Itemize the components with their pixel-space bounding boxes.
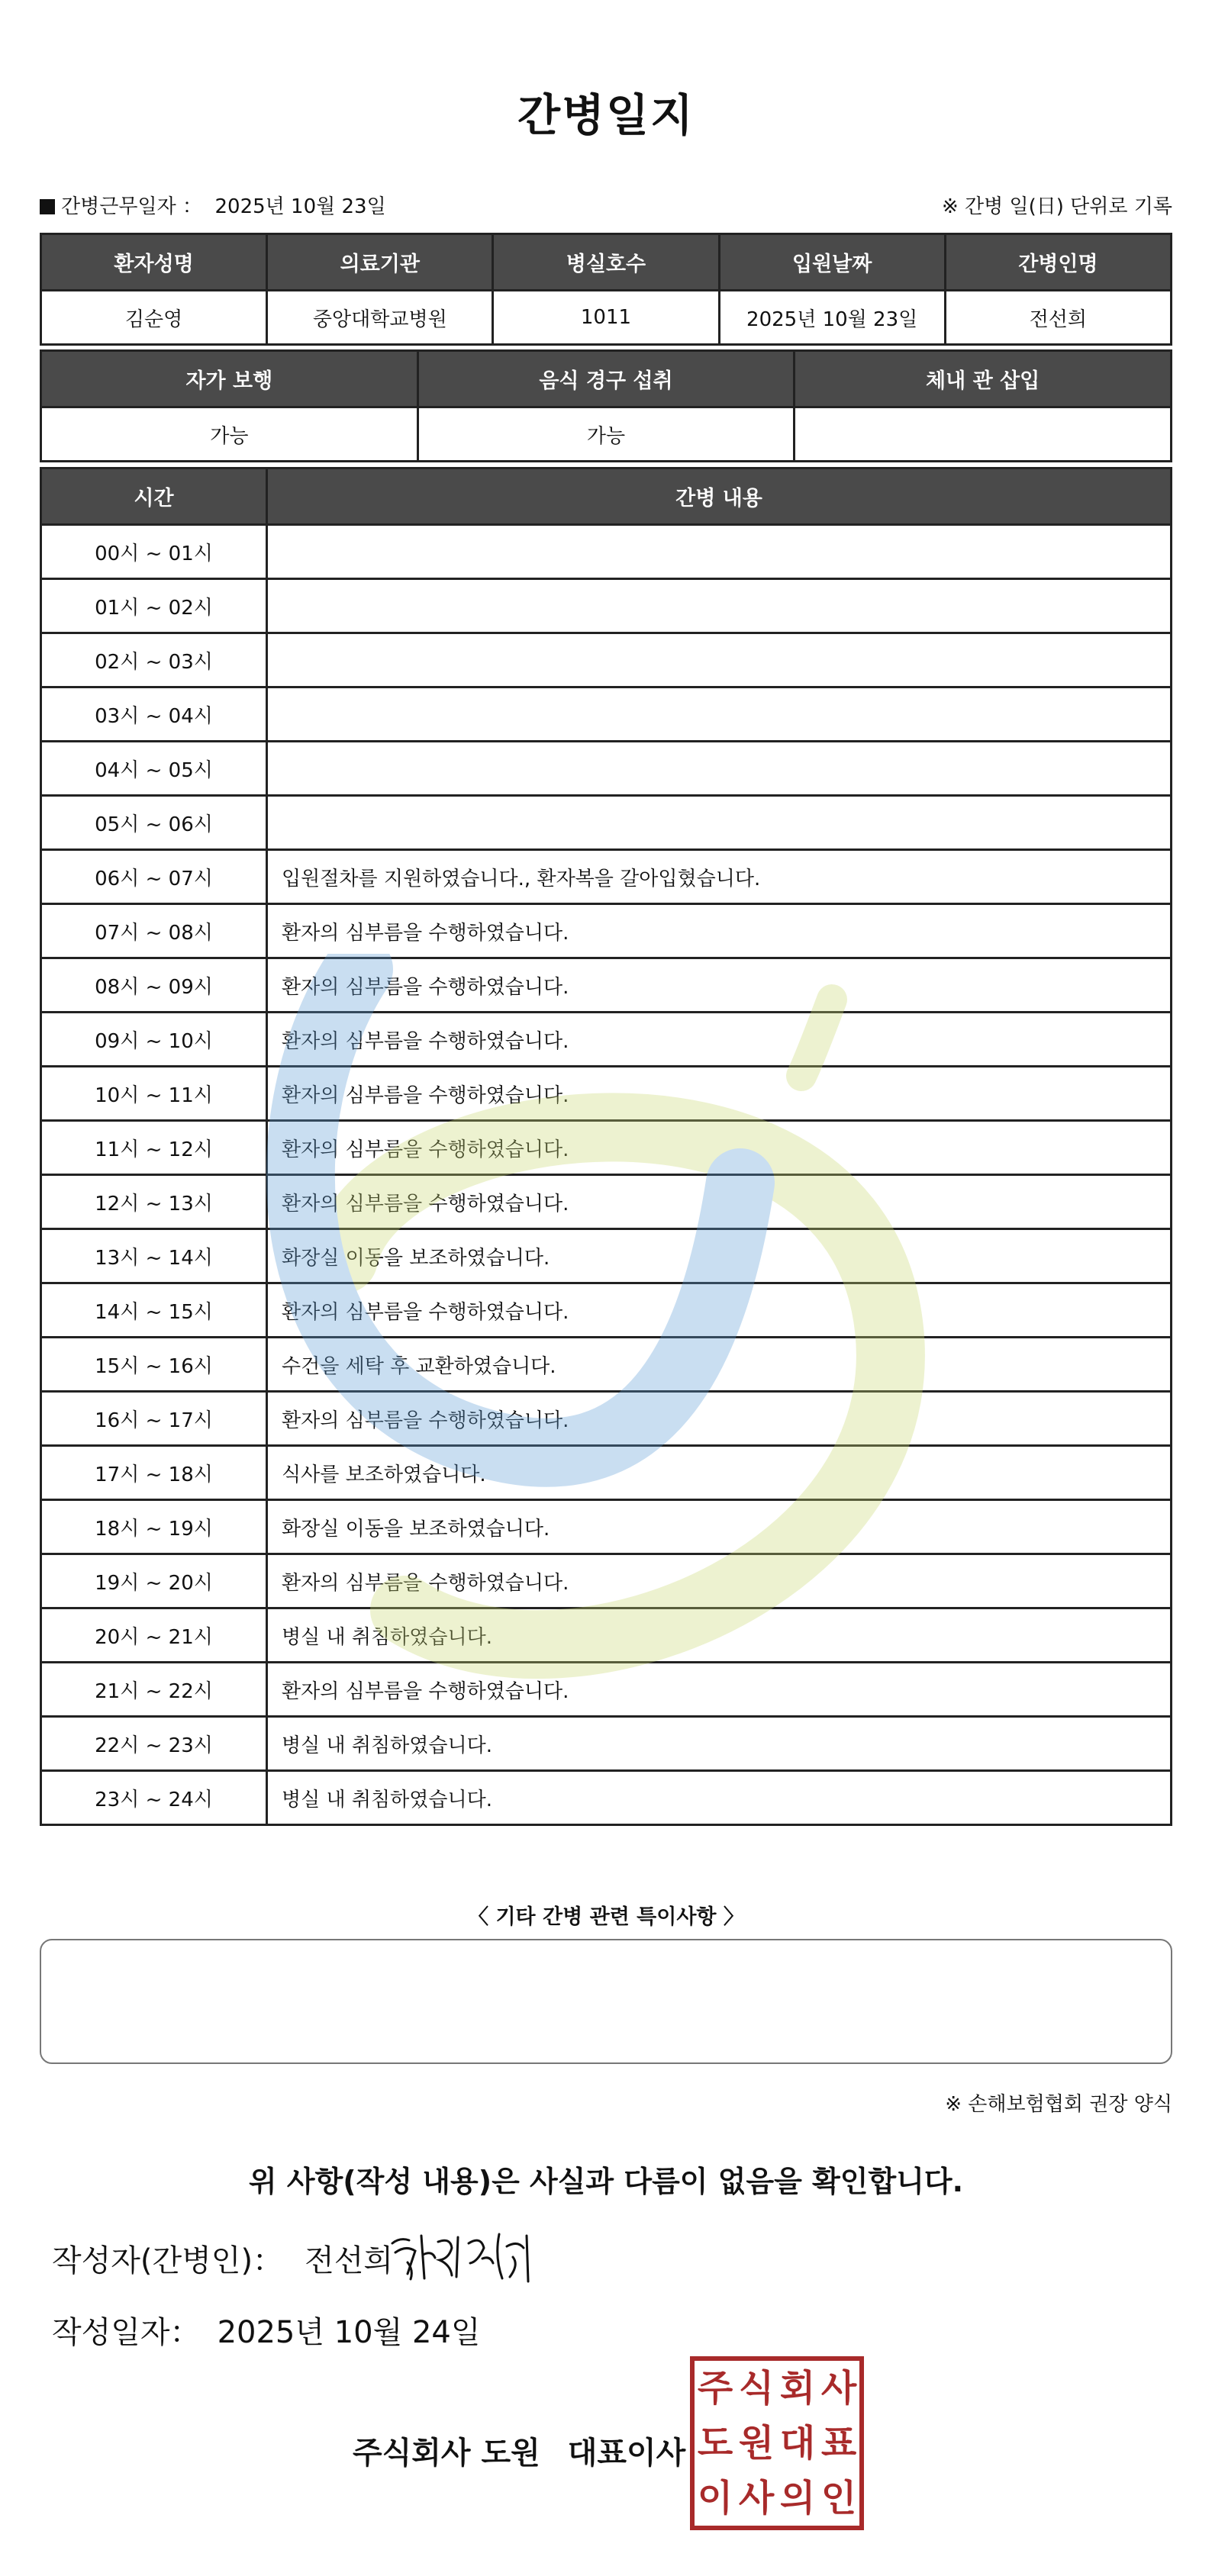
writer-name: 전선희 — [305, 2243, 393, 2278]
time-slot: 19시 ~ 20시 — [41, 1554, 267, 1608]
care-log-row — [41, 1771, 1172, 1825]
care-content: 식사를 보조하였습니다. — [267, 1446, 1172, 1500]
square-bullet-icon — [40, 199, 55, 214]
care-log-row — [41, 1121, 1172, 1175]
care-content: 화장실 이동을 보조하였습니다. — [267, 1229, 1172, 1283]
time-slot: 15시 ~ 16시 — [41, 1338, 267, 1392]
time-slot: 02시 ~ 03시 — [41, 633, 267, 687]
time-slot: 00시 ~ 01시 — [41, 525, 267, 579]
time-slot: 22시 ~ 23시 — [41, 1717, 267, 1771]
header-tube-insertion: 체내 관 삽입 — [795, 351, 1172, 407]
care-log-row — [41, 1663, 1172, 1717]
confirmation-statement: 위 사항(작성 내용)은 사실과 다름이 없음을 확인합니다. — [248, 2165, 964, 2198]
stamp-character: 식 — [738, 2367, 775, 2410]
care-date-label: 간병근무일자 ： — [61, 195, 202, 218]
document-title: 간병일지 — [517, 89, 695, 141]
care-log-row — [41, 1067, 1172, 1121]
time-slot: 12시 ~ 13시 — [41, 1175, 267, 1229]
header-caregiver-name: 간병인명 — [945, 234, 1171, 291]
header-patient-name: 환자성명 — [41, 234, 267, 291]
time-slot: 05시 ~ 06시 — [41, 796, 267, 850]
care-log-row — [41, 1229, 1172, 1283]
time-slot: 08시 ~ 09시 — [41, 958, 267, 1013]
time-slot: 11시 ~ 12시 — [41, 1121, 267, 1175]
care-content: 병실 내 취침하였습니다. — [267, 1717, 1172, 1771]
special-notes-box — [40, 1939, 1172, 2064]
care-content: 환자의 심부름을 수행하였습니다. — [267, 1392, 1172, 1446]
stamp-character: 이 — [697, 2477, 733, 2520]
care-content — [267, 742, 1172, 796]
time-slot: 09시 ~ 10시 — [41, 1013, 267, 1067]
care-content: 환자의 심부름을 수행하였습니다. — [267, 1013, 1172, 1067]
company-signature-line — [353, 2429, 685, 2472]
stamp-character: 도 — [697, 2422, 733, 2465]
time-slot: 07시 ~ 08시 — [41, 904, 267, 958]
header-hospital: 의료기관 — [267, 234, 493, 291]
stamp-character: 대 — [779, 2422, 816, 2465]
care-log-row — [41, 1717, 1172, 1771]
time-slot: 04시 ~ 05시 — [41, 742, 267, 796]
stamp-character: 사 — [820, 2367, 857, 2410]
care-content — [267, 687, 1172, 742]
time-slot: 18시 ~ 19시 — [41, 1500, 267, 1554]
time-slot: 16시 ~ 17시 — [41, 1392, 267, 1446]
care-log-row — [41, 1608, 1172, 1663]
care-content — [267, 796, 1172, 850]
care-log-row — [41, 1446, 1172, 1500]
care-log-rows — [41, 525, 1172, 1825]
care-log-row — [41, 525, 1172, 579]
care-content: 화장실 이동을 보조하였습니다. — [267, 1500, 1172, 1554]
tube-insertion-value — [795, 407, 1172, 462]
care-content: 수건을 세탁 후 교환하였습니다. — [267, 1338, 1172, 1392]
recommended-form-note: ※ 손해보험협회 권장 양식 — [945, 2093, 1172, 2116]
care-content — [267, 525, 1172, 579]
care-content: 환자의 심부름을 수행하였습니다. — [267, 1554, 1172, 1608]
care-log-row — [41, 904, 1172, 958]
written-date-value: 2025년 10월 24일 — [217, 2315, 481, 2350]
room-number: 1011 — [493, 291, 719, 345]
self-walking-value: 가능 — [41, 407, 418, 462]
caregiver-name: 전선희 — [945, 291, 1171, 345]
stamp-character: 회 — [779, 2367, 816, 2410]
care-content: 환자의 심부름을 수행하였습니다. — [267, 1283, 1172, 1338]
time-slot: 01시 ~ 02시 — [41, 579, 267, 633]
stamp-character: 사 — [738, 2477, 775, 2520]
oral-intake-value: 가능 — [417, 407, 795, 462]
care-content: 환자의 심부름을 수행하였습니다. — [267, 1067, 1172, 1121]
care-log-row — [41, 633, 1172, 687]
written-date-label: 작성일자： — [52, 2315, 201, 2350]
representative-title: 대표이사 — [567, 2436, 686, 2471]
stamp-character: 인 — [820, 2477, 857, 2520]
care-content — [267, 579, 1172, 633]
record-unit-note: ※ 간병 일(日) 단위로 기록 — [941, 195, 1172, 218]
writer-label: 작성자(간병인)： — [52, 2243, 284, 2278]
stamp-character: 원 — [738, 2422, 775, 2465]
time-slot: 06시 ~ 07시 — [41, 850, 267, 904]
care-date-value: 2025년 10월 23일 — [214, 195, 386, 218]
header-care-content: 간병 내용 — [267, 469, 1172, 525]
care-log-row — [41, 850, 1172, 904]
patient-info-table — [40, 233, 1172, 346]
care-log-row — [41, 1338, 1172, 1392]
header-self-walking: 자가 보행 — [41, 351, 418, 407]
care-log-row — [41, 1500, 1172, 1554]
stamp-character: 주 — [697, 2367, 733, 2410]
care-content: 환자의 심부름을 수행하였습니다. — [267, 958, 1172, 1013]
care-log-row — [41, 742, 1172, 796]
special-notes-title: 〈 기타 간병 관련 특이사항 〉 — [468, 1905, 744, 1929]
care-content: 환자의 심부름을 수행하였습니다. — [267, 1121, 1172, 1175]
hourly-care-log-table — [40, 467, 1172, 1826]
company-seal-stamp — [690, 2356, 864, 2530]
stamp-character: 의 — [779, 2477, 816, 2520]
care-content: 환자의 심부름을 수행하였습니다. — [267, 1175, 1172, 1229]
care-log-row — [41, 1392, 1172, 1446]
care-log-row — [41, 1175, 1172, 1229]
care-log-row — [41, 1554, 1172, 1608]
care-content: 병실 내 취침하였습니다. — [267, 1771, 1172, 1825]
care-log-row — [41, 579, 1172, 633]
company-name: 주식회사 도원 — [353, 2436, 540, 2471]
header-time: 시간 — [41, 469, 267, 525]
time-slot: 17시 ~ 18시 — [41, 1446, 267, 1500]
stamp-character: 표 — [820, 2422, 857, 2465]
care-content: 환자의 심부름을 수행하였습니다. — [267, 904, 1172, 958]
admission-date: 2025년 10월 23일 — [719, 291, 945, 345]
care-content: 병실 내 취침하였습니다. — [267, 1608, 1172, 1663]
patient-name: 김순영 — [41, 291, 267, 345]
care-content: 환자의 심부름을 수행하였습니다. — [267, 1663, 1172, 1717]
header-oral-intake: 음식 경구 섭취 — [417, 351, 795, 407]
time-slot: 23시 ~ 24시 — [41, 1771, 267, 1825]
meta-row — [40, 191, 1172, 221]
care-content: 입원절차를 지원하였습니다., 환자복을 갈아입혔습니다. — [267, 850, 1172, 904]
patient-status-table — [40, 349, 1172, 462]
time-slot: 13시 ~ 14시 — [41, 1229, 267, 1283]
written-date-line — [52, 2308, 481, 2352]
time-slot: 14시 ~ 15시 — [41, 1283, 267, 1338]
time-slot: 21시 ~ 22시 — [41, 1663, 267, 1717]
care-log-row — [41, 1013, 1172, 1067]
handwritten-signature — [385, 2220, 568, 2289]
care-log-row — [41, 1283, 1172, 1338]
care-log-row — [41, 796, 1172, 850]
care-log-row — [41, 687, 1172, 742]
time-slot: 10시 ~ 11시 — [41, 1067, 267, 1121]
writer-line — [52, 2236, 393, 2280]
care-content — [267, 633, 1172, 687]
hospital-name: 중앙대학교병원 — [267, 291, 493, 345]
time-slot: 20시 ~ 21시 — [41, 1608, 267, 1663]
care-log-row — [41, 958, 1172, 1013]
time-slot: 03시 ~ 04시 — [41, 687, 267, 742]
care-date — [40, 191, 386, 219]
header-room-number: 병실호수 — [493, 234, 719, 291]
header-admission-date: 입원날짜 — [719, 234, 945, 291]
